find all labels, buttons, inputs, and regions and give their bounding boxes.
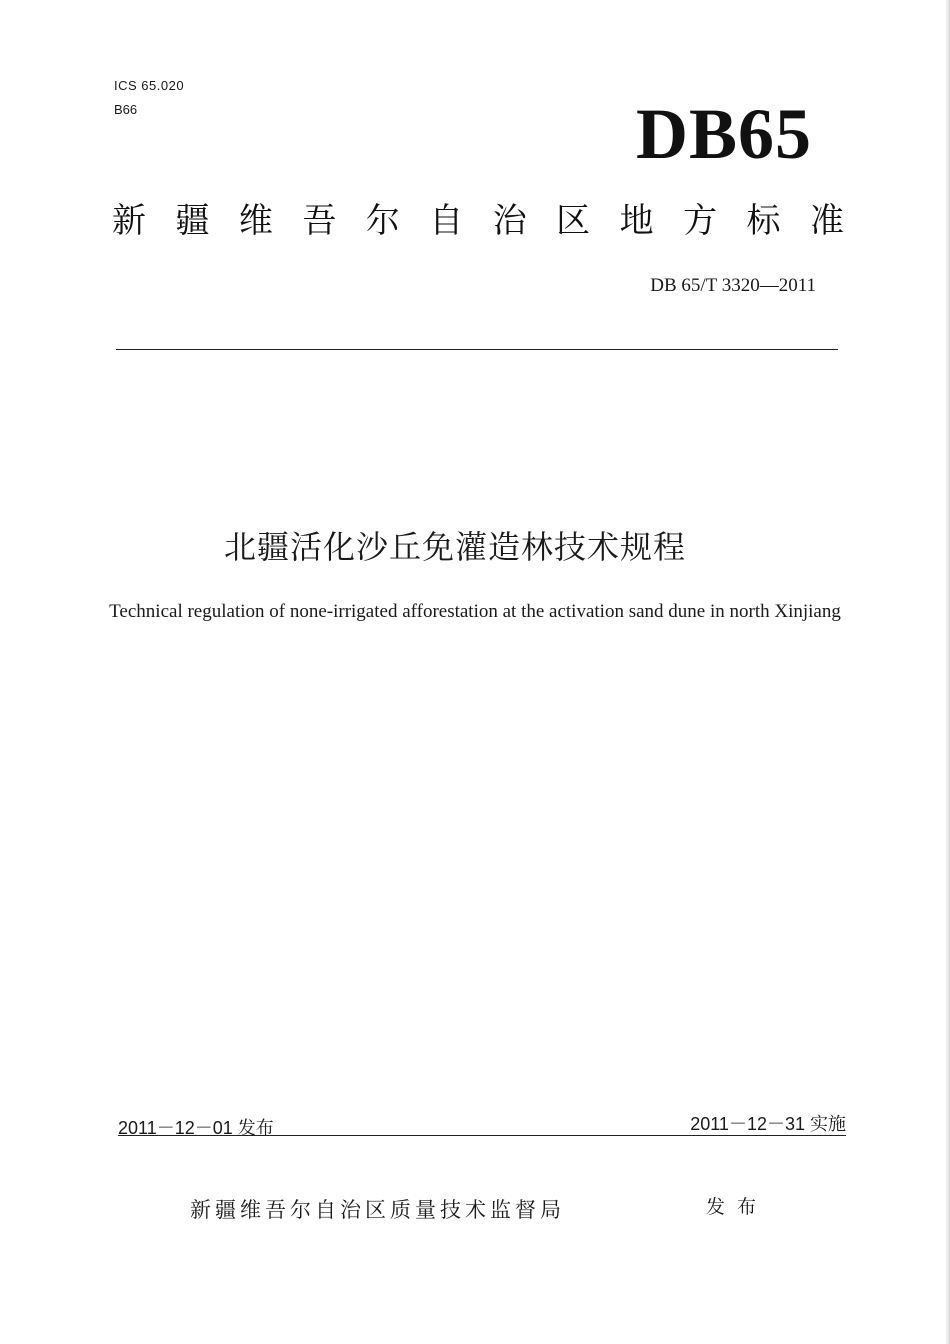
issue-date: 2011－12－01 发布: [118, 1118, 274, 1138]
standard-type-char: 准: [809, 201, 844, 241]
title-chinese: 北疆活化沙丘免灌造林技术规程: [223, 528, 686, 566]
standard-type-heading: [112, 201, 844, 241]
standard-type-char: 维: [238, 201, 273, 241]
standard-type-char: 疆: [175, 201, 210, 241]
ics-code: ICS 65.020: [114, 78, 185, 93]
ccs-code: B66: [114, 102, 138, 117]
implementation-date: 2011－12－31 实施: [690, 1114, 846, 1134]
footer-divider: [118, 1135, 846, 1136]
standard-type-char: 区: [556, 201, 591, 241]
header-divider: [116, 349, 838, 350]
standard-type-char: 尔: [365, 201, 400, 241]
standard-type-char: 地: [619, 201, 654, 241]
title-english: Technical regulation of none-irrigated afforestation at the activation sand dune in north Xinjiang: [109, 601, 841, 622]
standard-type-char: 吾: [302, 201, 337, 241]
scan-edge-shadow: [946, 0, 950, 1344]
standard-type-char: 治: [492, 201, 527, 241]
standard-type-char: 新: [112, 201, 146, 241]
issuing-authority: 新疆维吾尔自治区质量技术监督局: [190, 1198, 565, 1222]
standard-type-char: 自: [429, 201, 464, 241]
standard-brand-mark: DB65: [635, 94, 812, 174]
standard-number: DB 65/T 3320—2011: [650, 275, 816, 296]
issue-label: 发布: [706, 1196, 769, 1218]
standard-type-char: 方: [683, 201, 718, 241]
standard-type-char: 标: [746, 201, 781, 241]
